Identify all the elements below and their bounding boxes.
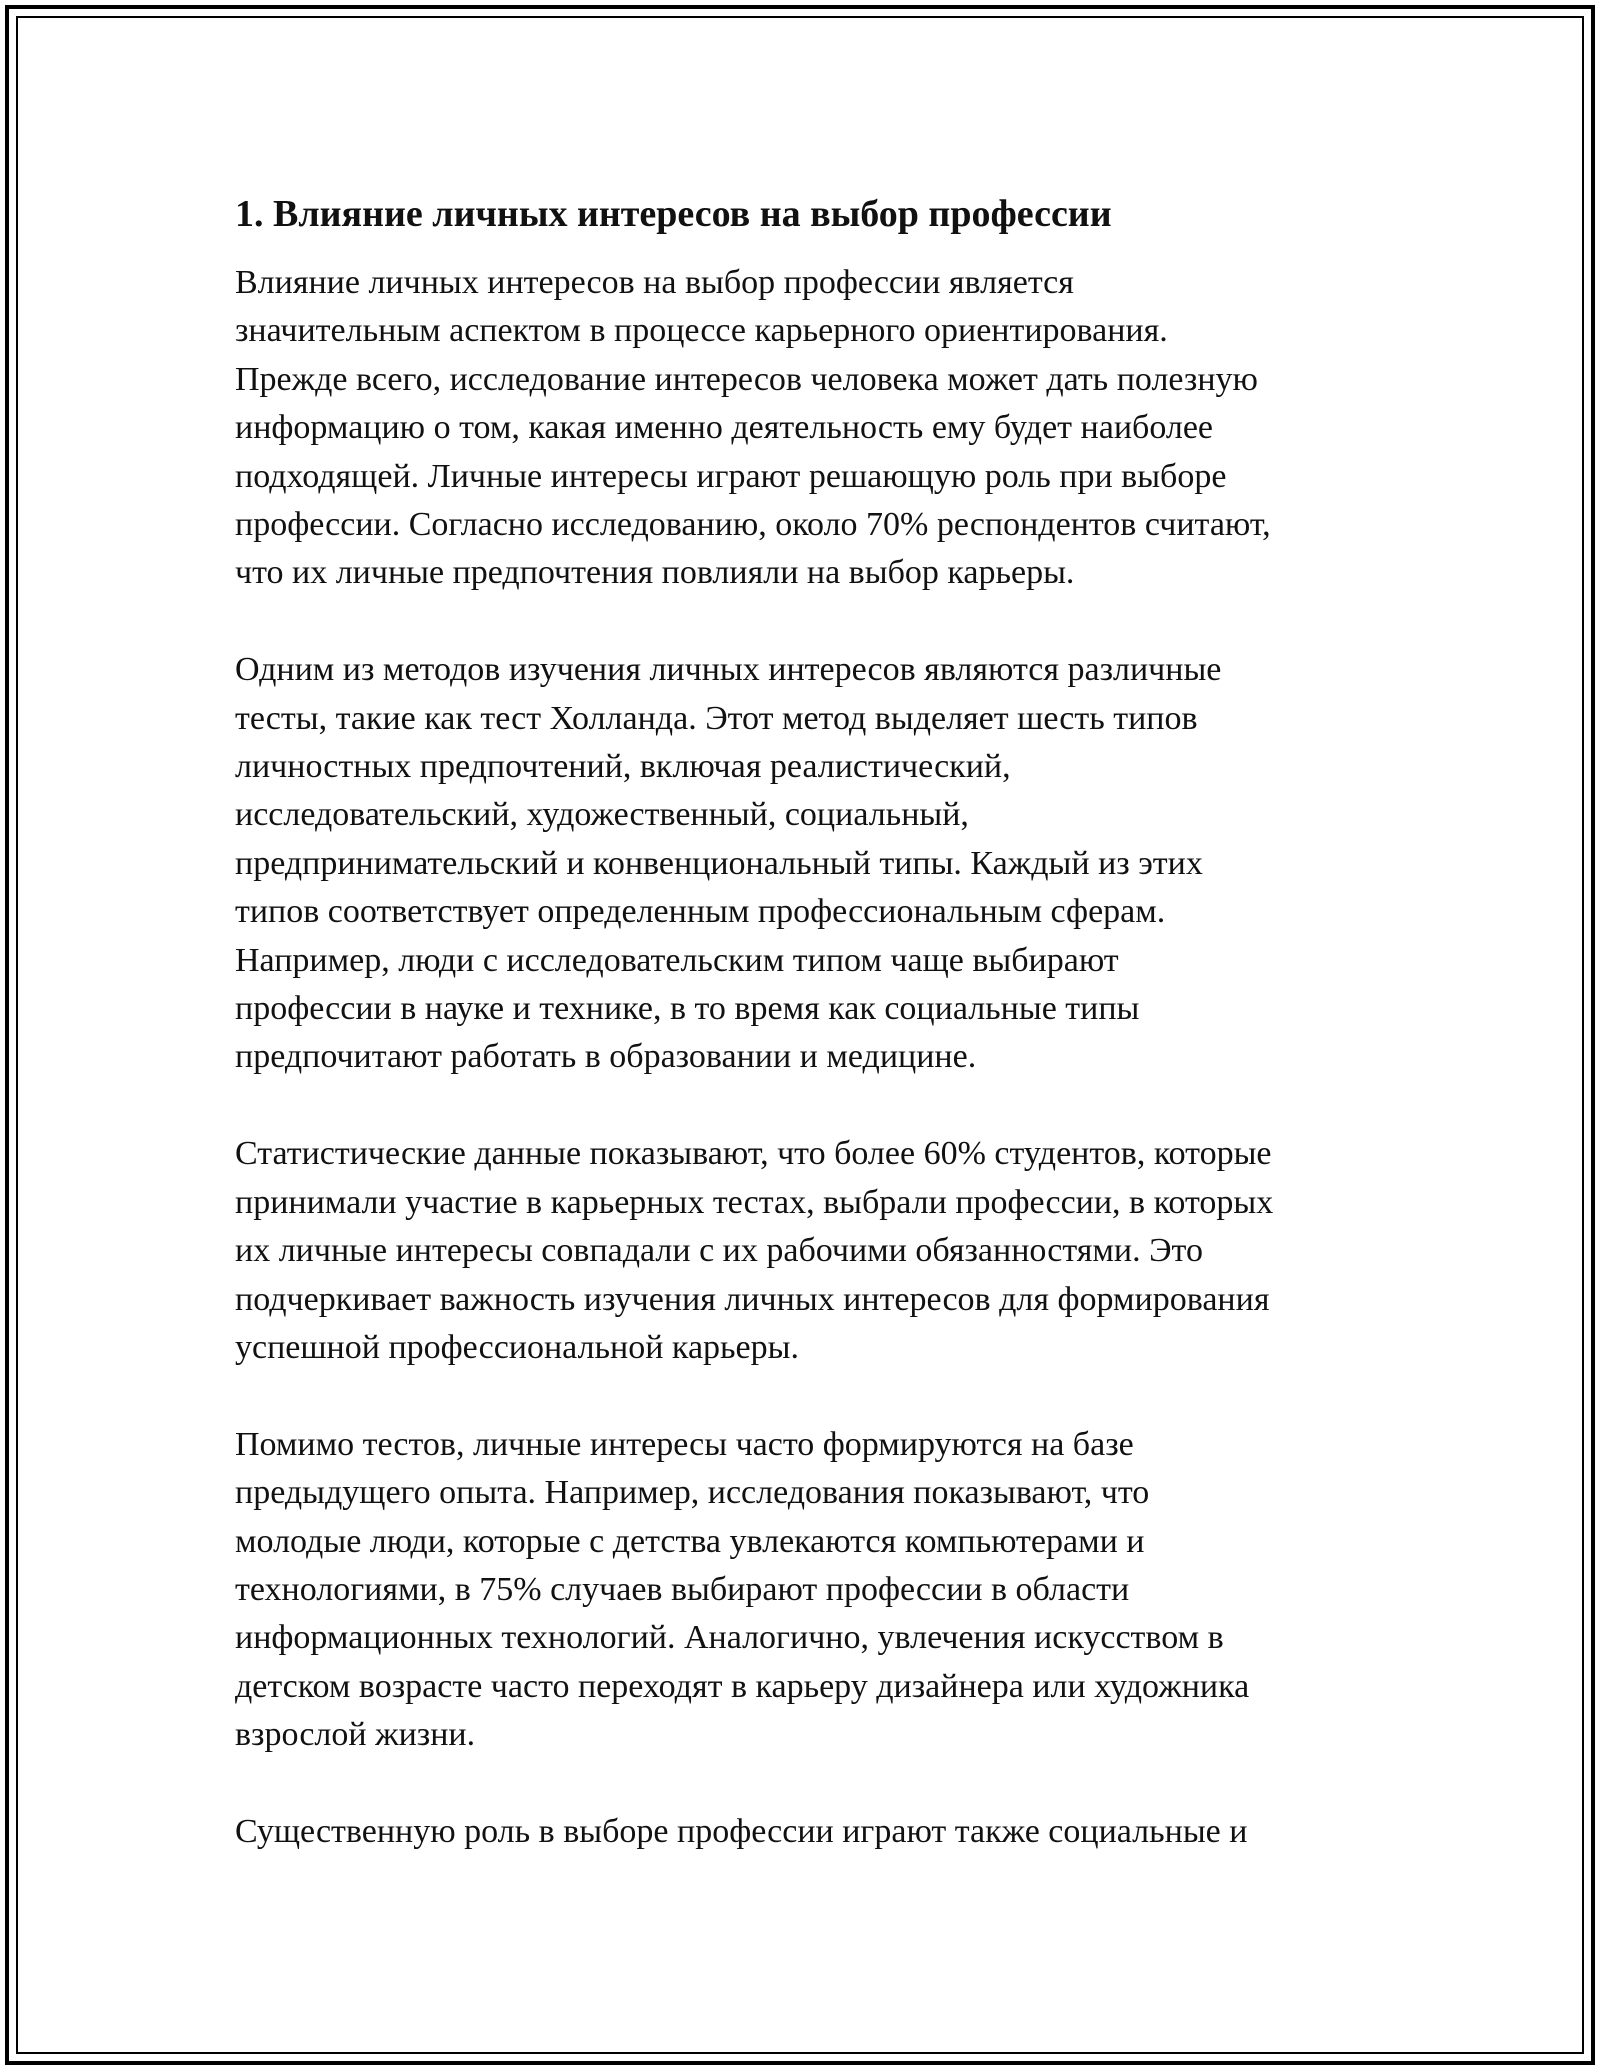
text-line: взрослой жизни. <box>235 1716 476 1754</box>
paragraph <box>235 1130 1393 1372</box>
paragraph-list <box>223 259 1393 1856</box>
text-line: предпочитают работать в образовании и медицине. <box>235 1038 977 1076</box>
text-line: подчеркивает важность изучения личных интересов для формирования <box>235 1280 1270 1318</box>
section-heading: 1. Влияние личных интересов на выбор профессии <box>235 193 1112 235</box>
text-line: исследовательский, художественный, социальный, <box>235 796 969 834</box>
text-line: информационных технологий. Аналогично, увлечения искусством в <box>235 1619 1224 1657</box>
text-line: тесты, такие как тест Холланда. Этот метод выделяет шесть типов <box>235 699 1198 737</box>
text-line: предпринимательский и конвенциональный типы. Каждый из этих <box>235 844 1203 882</box>
text-line: молодые люди, которые с детства увлекаются компьютерами и <box>235 1522 1145 1560</box>
text-line: их личные интересы совпадали с их рабочими обязанностями. Это <box>235 1232 1203 1270</box>
paragraph <box>235 259 1393 598</box>
text-line: предыдущего опыта. Например, исследования показывают, что <box>235 1474 1150 1512</box>
paragraph <box>235 646 1393 1082</box>
text-line: успешной профессиональной карьеры. <box>235 1328 799 1366</box>
text-line: что их личные предпочтения повлияли на выбор карьеры. <box>235 554 1075 592</box>
text-line: принимали участие в карьерных тестах, выбрали профессии, в которых <box>235 1183 1274 1221</box>
text-line: Например, люди с исследовательским типом чаще выбирают <box>235 941 1119 979</box>
text-line: типов соответствует определенным профессиональным сферам. <box>235 893 1166 931</box>
text-line: технологиями, в 75% случаев выбирают профессии в области <box>235 1570 1130 1608</box>
text-line: профессии в науке и технике, в то время как социальные типы <box>235 990 1140 1028</box>
text-line: подходящей. Личные интересы играют решающую роль при выборе <box>235 457 1227 495</box>
text-line: профессии. Согласно исследованию, около 70% респондентов считают, <box>235 506 1271 544</box>
text-line: Одним из методов изучения личных интересов являются различные <box>235 651 1222 689</box>
text-line: значительным аспектом в процессе карьерного ориентирования. <box>235 312 1168 350</box>
text-line: Прежде всего, исследование интересов человека может дать полезную <box>235 360 1258 398</box>
document-body <box>223 185 1393 1905</box>
text-line: Статистические данные показывают, что более 60% студентов, которые <box>235 1135 1272 1173</box>
paragraph <box>235 1808 1393 1856</box>
text-line: Помимо тестов, личные интересы часто формируются на базе <box>235 1425 1134 1463</box>
text-line: детском возрасте часто переходят в карьеру дизайнера или художника <box>235 1667 1250 1705</box>
text-line: информацию о том, какая именно деятельность ему будет наиболее <box>235 409 1214 447</box>
paragraph <box>235 1421 1393 1760</box>
text-line: Существенную роль в выборе профессии играют также социальные и <box>235 1812 1248 1850</box>
text-line: Влияние личных интересов на выбор профессии является <box>235 264 1074 301</box>
text-line: личностных предпочтений, включая реалистический, <box>235 748 1011 786</box>
